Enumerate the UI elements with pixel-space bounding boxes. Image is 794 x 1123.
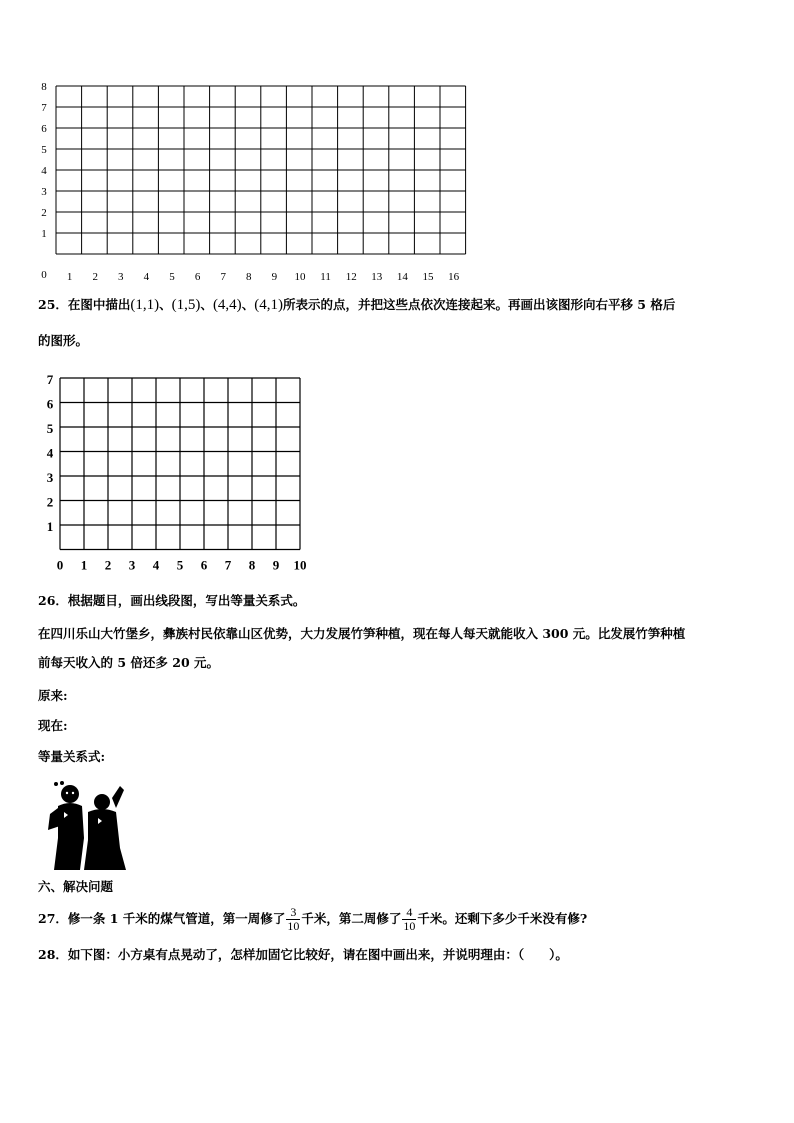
grid-1-y-label: 2 bbox=[41, 207, 47, 219]
question-27-part-2: 千米，第二周修了 bbox=[301, 911, 402, 926]
grid-2-x-label: 4 bbox=[152, 557, 160, 573]
grid-1-x-labels bbox=[67, 271, 460, 283]
grid-1-x-label: 13 bbox=[371, 271, 383, 283]
grid-1-x-label: 4 bbox=[143, 271, 150, 283]
grid-2-lines bbox=[60, 378, 300, 550]
grid-1-x-label: 2 bbox=[92, 271, 98, 283]
separator: 、 bbox=[200, 297, 213, 312]
grid-1-y-label: 1 bbox=[41, 228, 47, 240]
question-25 bbox=[38, 296, 675, 314]
grid-1-y-label: 8 bbox=[41, 81, 47, 93]
grid-2-x-label: 9 bbox=[272, 557, 280, 573]
grid-2-x-label: 0 bbox=[56, 557, 64, 573]
grid-2-y-label: 6 bbox=[46, 396, 54, 412]
section-6-heading: 六、解决问题 bbox=[38, 879, 114, 894]
fraction-4-10: $\frac{4}{10}$ bbox=[403, 905, 416, 933]
grid-2-x-label: 10 bbox=[293, 557, 307, 573]
grid-1-x-label: 5 bbox=[169, 271, 175, 283]
grid-2-x-labels bbox=[57, 558, 307, 573]
fraction-3-10: $\frac{3}{10}$ bbox=[287, 905, 300, 933]
grid-1-x-label: 14 bbox=[396, 271, 408, 283]
grid-1-x-label: 9 bbox=[271, 271, 278, 283]
point-4: (4,1) bbox=[254, 297, 283, 313]
question-26-line-1: 在四川乐山大竹堡乡，彝族村民依靠山区优势，大力发展竹笋种植，现在每人每天就能收入 300 元。比发展竹笋种植 bbox=[38, 626, 686, 641]
grid-1-x-label: 1 bbox=[66, 271, 73, 283]
grid-1-x-label: 16 bbox=[448, 271, 460, 283]
point-1: (1,1) bbox=[130, 297, 160, 313]
grid-2-y-label: 4 bbox=[46, 445, 54, 461]
grid-2-y-label: 5 bbox=[46, 421, 54, 436]
grid-1-x-label: 8 bbox=[246, 271, 252, 283]
grid-2-y-label: 2 bbox=[46, 494, 54, 510]
grid-1-y-label: 3 bbox=[41, 186, 47, 198]
question-28: 28．如下图：小方桌有点晃动了，怎样加固它比较好，请在图中画出来，并说明理由：（ ）。 bbox=[38, 947, 568, 962]
grid-1-x-label: 6 bbox=[194, 271, 201, 283]
grid-1-y-label: 6 bbox=[41, 123, 47, 135]
grid-1-y-label: 7 bbox=[41, 102, 47, 114]
point-3: (4,4) bbox=[212, 297, 242, 313]
grid-1-x-label: 11 bbox=[320, 271, 331, 283]
question-25-prefix: 25．在图中描出 bbox=[38, 297, 131, 312]
grid-2-x-label: 7 bbox=[224, 557, 232, 573]
grid-2-x-label: 3 bbox=[128, 557, 136, 573]
answer-label-equation: 等量关系式: bbox=[38, 749, 106, 764]
grid-1-y-label: 4 bbox=[41, 165, 47, 177]
coordinate-grid-2 bbox=[38, 370, 318, 578]
point-2: (1,5) bbox=[171, 297, 201, 313]
grid-2-y-labels bbox=[47, 372, 54, 534]
grid-2-y-label: 1 bbox=[46, 519, 54, 534]
question-26-line-2: 前每天收入的 5 倍还多 20 元。 bbox=[38, 655, 220, 670]
grid-1-x-label: 10 bbox=[294, 271, 306, 283]
separator: 、 bbox=[159, 297, 172, 312]
question-27-part-1: 27．修一条 1 千米的煤气管道，第一周修了 bbox=[38, 911, 286, 926]
question-25-suffix: 所表示的点，并把这些点依次连接起来。再画出该图形向右平移 5 格后 bbox=[282, 297, 676, 312]
grid-2-x-label: 2 bbox=[104, 557, 112, 573]
question-27-part-3: 千米。还剩下多少千米没有修? bbox=[417, 911, 588, 926]
answer-label-now: 现在: bbox=[38, 718, 68, 733]
grid-2-y-label: 3 bbox=[46, 470, 54, 485]
coordinate-grid-1 bbox=[30, 78, 480, 283]
grid-1-y-labels bbox=[41, 81, 47, 281]
answer-label-before: 原来: bbox=[38, 688, 68, 703]
grid-2-x-label: 5 bbox=[176, 557, 184, 573]
grid-2-y-label: 7 bbox=[46, 372, 54, 387]
grid-1-y-label: 0 bbox=[41, 269, 47, 281]
question-27 bbox=[38, 902, 587, 936]
separator: 、 bbox=[241, 297, 255, 312]
grid-2-x-label: 1 bbox=[80, 557, 88, 573]
grid-1-lines bbox=[56, 86, 466, 254]
grid-1-x-label: 15 bbox=[422, 271, 434, 283]
grid-2-x-label: 6 bbox=[200, 557, 208, 573]
question-26-title: 26．根据题目，画出线段图，写出等量关系式。 bbox=[38, 593, 306, 608]
grid-2-x-label: 8 bbox=[248, 557, 256, 573]
question-25-line-2: 的图形。 bbox=[38, 333, 89, 348]
grid-1-x-label: 3 bbox=[118, 271, 124, 283]
grid-1-x-label: 7 bbox=[220, 271, 226, 283]
grid-1-y-label: 5 bbox=[41, 144, 47, 156]
grid-1-x-label: 12 bbox=[345, 271, 357, 283]
illustration-silhouette bbox=[40, 778, 130, 873]
